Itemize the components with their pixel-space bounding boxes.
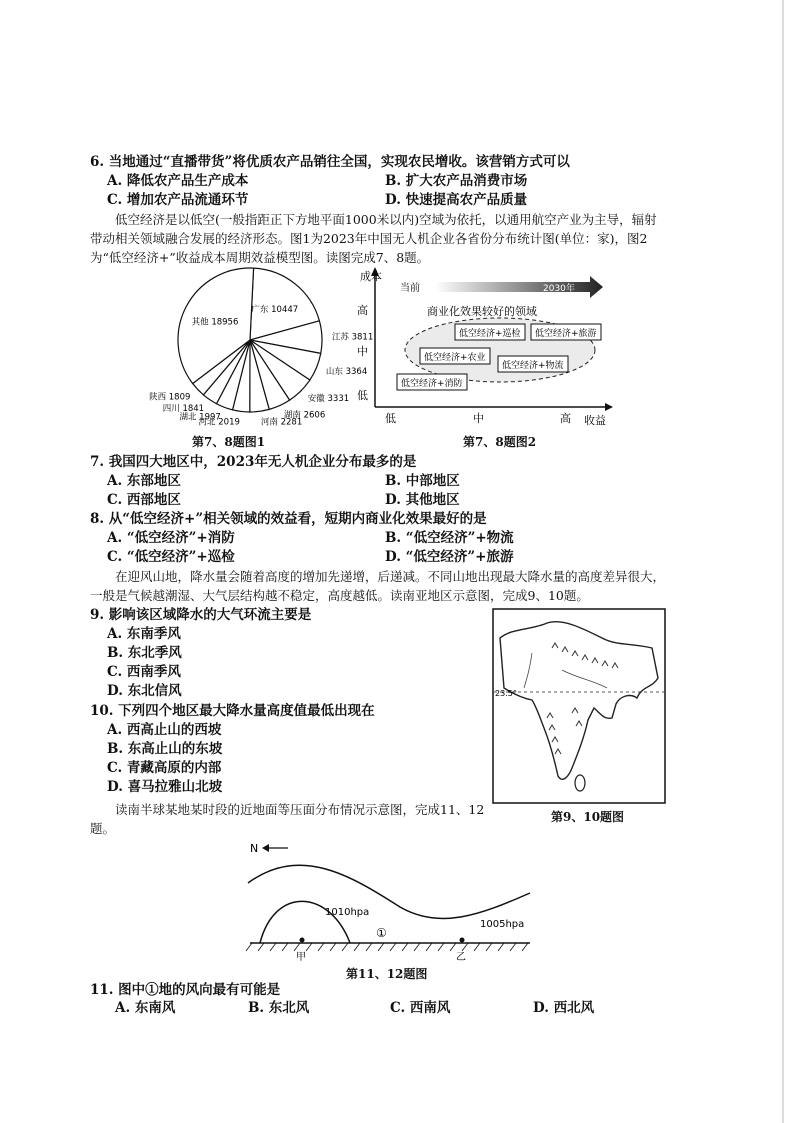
isobar-1005-label: 1005hpa [480,919,525,930]
isobar-figure [240,835,540,965]
map-caption: 第9、10题图 [551,810,625,824]
q9-option-c: C. 西南季风 [107,664,181,680]
x-axis-arrowhead [605,403,613,411]
point-yi-dot [460,938,465,943]
box-firefighting-label: 低空经济+消防 [401,379,463,389]
y-tick-mid: 中 [357,345,368,358]
q9-option-d: D. 东北信风 [107,683,182,699]
y-tick-high: 高 [357,304,368,317]
q6-option-c: C. 增加农产品流通环节 [107,192,249,208]
x-tick-mid: 中 [473,412,484,425]
region-label: 商业化效果较好的领域 [427,305,537,318]
ground-hatch [246,943,528,951]
south-asia-map [492,608,666,804]
q6-option-a: A. 降低农产品生产成本 [107,173,249,189]
isobar-upper-curve [248,865,530,918]
y-tick-low: 低 [357,389,368,402]
point-jia-label: 甲 [296,952,306,963]
page-edge-shadow [782,0,784,1123]
cost-benefit-figure [355,262,615,437]
map-frame [493,609,665,803]
x-tick-high: 高 [560,412,571,425]
pie-label-3: 安徽 3331 [307,394,350,405]
q6-option-b: B. 扩大农产品消费市场 [385,173,528,189]
north-arrowhead [262,844,269,852]
q10-stem: 10. 下列四个地区最大降水量高度值最低出现在 [90,703,375,719]
pie-label-2: 山东 3364 [325,367,368,377]
isobar-caption: 第11、12题图 [346,967,428,981]
passage-low-altitude: 低空经济是以低空(一般指距正下方地平面1000米以内)空域为依托，以通用航空产业为主导，辐射带动相关领域融合发展的经济形态。图1为2023年中国无人机企业各省份分布统计图(单位：家)，图2为“低空经济+”收益成本周期效益模型图。读图完成7、8题。 [90,212,657,265]
q7-option-c: C. 西部地区 [107,492,181,508]
x-tick-low: 低 [385,412,396,425]
time-arrow [435,276,603,298]
q11-option-d: D. 西北风 [533,1000,595,1016]
q10-option-d: D. 喜马拉雅山北坡 [107,779,223,795]
point-jia-dot [300,938,305,943]
box-logistics-label: 低空经济+物流 [502,361,564,371]
q7-option-d: D. 其他地区 [385,492,460,508]
figure1-caption: 第7、8题图1 [192,435,266,449]
pie-label-9: 陕西 1809 [149,392,191,403]
q11-stem: 11. 图中①地的风向最有可能是 [90,982,281,998]
pie-label-5: 河南 2281 [260,417,303,428]
q7-option-b: B. 中部地区 [385,473,460,489]
isobar-1010-label: 1010hpa [325,907,370,918]
pie-label-8: 四川 1841 [162,403,205,414]
north-label: N [250,842,259,855]
q8-option-a: A. “低空经济”+消防 [107,530,235,546]
pie-label-1: 江苏 3811 [331,332,374,343]
q6-option-d: D. 快速提高农产品质量 [385,192,528,208]
x-axis-label: 收益 [584,414,606,427]
passage-rainfall: 在迎风山地，降水量会随着高度的增加先递增，后递减。不同山地出现最大降水量的高度差异很大，一般是气候越潮湿、大气层结构越不稳定，高度越低。读南亚地区示意图，完成9、10题。 [90,569,666,603]
q8-option-b: B. “低空经济”+物流 [385,530,514,546]
q11-option-a: A. 东南风 [115,1000,176,1016]
q9-option-a: A. 东南季风 [107,626,181,642]
q11-option-b: B. 东北风 [248,1000,310,1016]
q6-stem: 6. 当地通过“直播带货”将优质农产品销往全国，实现农民增收。该营销方式可以 [90,154,570,170]
q8-option-c: C. “低空经济”+巡检 [107,549,235,565]
point-1-label: ① [376,926,387,940]
pie-label-7: 湖北 1997 [179,412,221,423]
figure2-caption: 第7、8题图2 [463,435,537,449]
q10-option-b: B. 东高止山的东坡 [107,741,223,757]
box-inspection-label: 低空经济+巡检 [459,329,521,339]
point-yi-label: 乙 [456,952,466,963]
pie-label-6: 河北 2019 [198,417,240,428]
q7-option-a: A. 东部地区 [107,473,181,489]
box-agriculture-label: 低空经济+农业 [424,353,486,363]
q9-option-b: B. 东北季风 [107,645,182,661]
pie-label-4: 湖南 2606 [283,410,326,421]
y-axis-label: 成本 [360,270,382,283]
pie-label-0: 广东 10447 [251,305,299,316]
q11-option-c: C. 西南风 [390,1000,451,1016]
q8-stem: 8. 从“低空经济+”相关领域的效益看，短期内商业化效果最好的是 [90,511,487,527]
q9-stem: 9. 影响该区域降水的大气环流主要是 [90,607,312,623]
latitude-label: 23.5° [495,689,517,698]
arrow-end-label: 2030年 [543,284,575,294]
box-tourism-label: 低空经济+旅游 [535,329,597,339]
arrow-start-label: 当前 [400,283,420,294]
q10-option-c: C. 青藏高原的内部 [107,760,222,776]
q7-stem: 7. 我国四大地区中，2023年无人机企业分布最多的是 [90,454,417,470]
q8-option-d: D. “低空经济”+旅游 [385,549,514,565]
passage-isobar: 读南半球某地某时段的近地面等压面分布情况示意图，完成11、12题。 [90,802,485,836]
q10-option-a: A. 西高止山的西坡 [107,722,222,738]
pie-label-10: 其他 18956 [191,317,239,328]
